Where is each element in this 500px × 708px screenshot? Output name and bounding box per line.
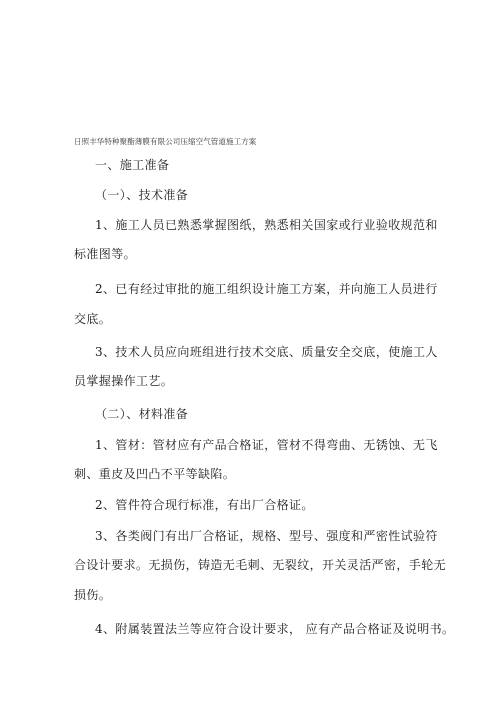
subsection-heading-material-prep: （二）、材料准备 bbox=[95, 407, 189, 421]
paragraph-line: 2、已有经过审批的施工组织设计施工方案，并向施工人员进行 bbox=[95, 282, 438, 296]
subsection-heading-technical-prep: （一）、技术准备 bbox=[95, 188, 189, 202]
paragraph-line: 2、管件符合现行标准，有出厂合格证。 bbox=[95, 498, 314, 512]
paragraph-line: 标准图等。 bbox=[74, 247, 137, 261]
paragraph-line: 3、各类阀门有出厂合格证，规格、型号、强度和严密性试验符 bbox=[95, 529, 438, 543]
section-heading-construction-prep: 一、施工准备 bbox=[95, 158, 170, 172]
paragraph-line: 员掌握操作工艺。 bbox=[74, 374, 174, 388]
paragraph-line: 交底。 bbox=[74, 312, 112, 326]
paragraph-line: 4、附属装置法兰等应符合设计要求， 应有产品合格证及说明书。 bbox=[95, 622, 455, 636]
paragraph-line: 损伤。 bbox=[74, 588, 112, 602]
paragraph-line: 1、管材：管材应有产品合格证，管材不得弯曲、无锈蚀、无飞 bbox=[95, 438, 438, 452]
paragraph-line: 1、施工人员已熟悉掌握图纸，熟悉相关国家或行业验收规范和 bbox=[95, 218, 438, 232]
document-title: 日照丰华特种聚酯薄膜有限公司压缩空气管道施工方案 bbox=[74, 137, 257, 146]
paragraph-line: 合设计要求。无损伤，铸造无毛刺、无裂纹，开关灵活严密，手轮无 bbox=[74, 558, 447, 572]
paragraph-line: 3、技术人员应向班组进行技术交底、质量安全交底，使施工人 bbox=[95, 345, 438, 359]
paragraph-line: 刺、重皮及凹凸不平等缺陷。 bbox=[74, 467, 236, 481]
